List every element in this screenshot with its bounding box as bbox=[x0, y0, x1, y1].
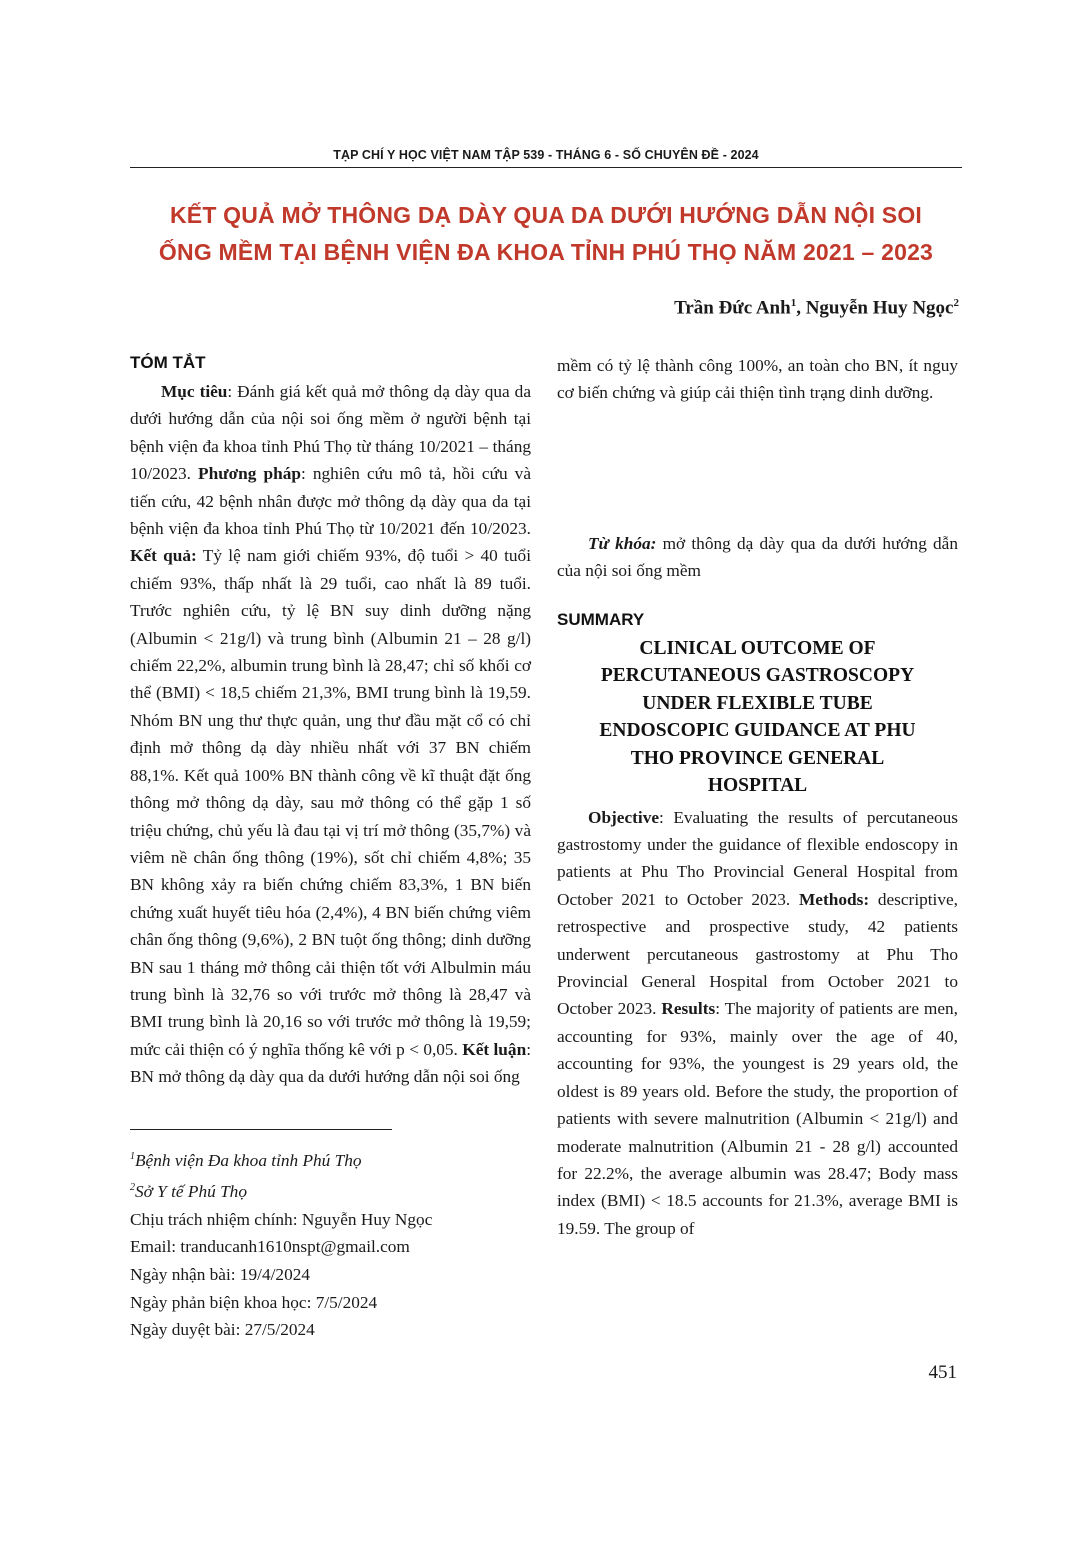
affiliation-1-mark: 1 bbox=[130, 1151, 135, 1162]
objective-en-text: : Evaluating the results of percutaneous gastrostomy under the guidance of flexible endoscopy in patients at Phu Tho Provincial General Hospital from October 2021 to October 2023. bbox=[557, 807, 958, 909]
affiliation-1-text: Bệnh viện Đa khoa tỉnh Phú Thọ bbox=[135, 1150, 362, 1170]
abstract-vi-continued bbox=[557, 352, 958, 407]
results-en-text: : The majority of patients are men, accounting for 93%, mainly over the age of 40, accounting for 93%, the youngest is 29 years old, the oldest is 89 years old. Before the study, the proportion of patients with severe malnutrition (Albumin < 21g/l) and moderate malnutrition (Albumin 21 - 28 g/l) accounted for 22.2%, the average albumin was 28.47; Body mass index (BMI) < 18.5 accounts for 21.3%, average BMI is 19.59. The group of bbox=[557, 999, 958, 1238]
article-title-line-2: ỐNG MỀM TẠI BỆNH VIỆN ĐA KHOA TỈNH PHÚ THỌ NĂM 2021 – 2023 bbox=[158, 239, 934, 265]
author-1-affiliation: 1 bbox=[790, 297, 797, 309]
summary-title-line: HOSPITAL bbox=[707, 775, 808, 797]
corresponding-author: Chịu trách nhiệm chính: Nguyễn Huy Ngọc bbox=[130, 1209, 433, 1229]
summary-title-line: UNDER FLEXIBLE TUBE bbox=[642, 692, 873, 714]
date-accepted: Ngày duyệt bài: 27/5/2024 bbox=[130, 1320, 315, 1340]
objective-label: Mục tiêu bbox=[161, 382, 228, 401]
date-reviewed: Ngày phản biện khoa học: 7/5/2024 bbox=[130, 1292, 378, 1312]
results-text: Tỷ lệ nam giới chiếm 93%, độ tuổi > 40 tuổi chiếm 93%, thấp nhất là 29 tuổi, cao nhất là 89 tuổi. Trước nghiên cứu, tỷ lệ BN suy dinh dưỡng nặng (Albumin < 21g/l) và trung bình (Albumin 21 – 28 g/l) chiếm 22,2%, albumin trung bình là 28,47; chỉ số khối cơ thể (BMI) < 18,5 chiếm 21,3%, BMI trung bình là 19,59. Nhóm BN ung thư thực quản, ung thư đầu mặt cổ có chỉ định mở thông dạ dày nhiều nhất với 37 BN chiếm 88,1%. Kết quả 100% BN thành công về kĩ thuật đặt ống thông mở thông dạ dày, sau mở thông có thể gặp 1 số triệu chứng, chủ yếu là đau tại vị trí mở thông (35,7%) và viêm nề chân ống thông (19%), sốt chỉ chiếm 4,8%; 35 BN không xảy ra biến chứng chiếm 83,3%, 1 BN biến chứng xuất huyết tiêu hóa (2,4%), 4 BN biến chứng viêm chân ống thông (9,6%), 2 BN tuột ống thông; dinh dưỡng BN sau 1 tháng mở thông cải thiện tốt với Albulmin máu trung bình là 32,76 so với trước mở thông là 28,47 và BMI trung bình là 20,16 so với trước mở thông là 19,59; mức cải thiện có ý nghĩa thống kê với p < 0,05. bbox=[130, 546, 531, 1059]
summary-title-line: PERCUTANEOUS GASTROSCOPY bbox=[600, 665, 915, 687]
summary-title-line: CLINICAL OUTCOME OF bbox=[639, 637, 876, 659]
author-list bbox=[674, 297, 959, 319]
running-header: TẠP CHÍ Y HỌC VIỆT NAM TẬP 539 - THÁNG 6 - SỐ CHUYÊN ĐỀ - 2024 bbox=[333, 148, 759, 162]
page-number: 451 bbox=[928, 1362, 957, 1383]
methods-text: : nghiên cứu mô tả, hồi cứu và tiến cứu, 42 bệnh nhân được mở thông dạ dày qua da tại bệnh viện đa khoa tỉnh Phú Thọ từ 10/2021 đến 10/2023. bbox=[130, 464, 531, 539]
methods-en-text: descriptive, retrospective and prospective study, 42 patients underwent percutaneous gastrostomy at Phu Tho Provincial General Hospital from October 2021 to October 2023. bbox=[557, 889, 958, 1019]
date-received: Ngày nhận bài: 19/4/2024 bbox=[130, 1264, 310, 1284]
summary-title bbox=[557, 635, 958, 800]
right-column bbox=[557, 352, 958, 1242]
conclusion-text: mềm có tỷ lệ thành công 100%, an toàn cho BN, ít nguy cơ biến chứng và giúp cải thiện tình trạng dinh dưỡng. bbox=[557, 356, 958, 403]
author-2-affiliation: 2 bbox=[953, 297, 959, 309]
abstract-en-heading: SUMMARY bbox=[557, 609, 645, 629]
affiliation-1 bbox=[130, 1143, 531, 1174]
summary-title-line: THO PROVINCE GENERAL bbox=[630, 747, 885, 769]
author-1: Trần Đức Anh bbox=[674, 297, 791, 319]
author-2: Nguyễn Huy Ngọc bbox=[805, 297, 954, 319]
results-label: Kết quả: bbox=[130, 546, 197, 566]
keywords-label: Từ khóa: bbox=[588, 533, 657, 553]
article-title-line-1: KẾT QUẢ MỞ THÔNG DẠ DÀY QUA DA DƯỚI HƯỚNG DẪN NỘI SOI bbox=[169, 202, 923, 228]
methods-label: Phương pháp bbox=[198, 464, 301, 484]
conclusion-text: : BN mở thông dạ dày qua da dưới hướng dẫn nội soi ống bbox=[130, 1039, 531, 1087]
abstract-en-paragraph bbox=[557, 804, 958, 1243]
methods-en-label: Methods: bbox=[799, 889, 870, 909]
objective-text: : Đánh giá kết quả mở thông dạ dày qua da dưới hướng dẫn của nội soi ống mềm ở người bệnh tại bệnh viện đa khoa tỉnh Phú Thọ từ tháng 10/2021 – tháng 10/2023. bbox=[130, 382, 531, 484]
keywords-text: mở thông dạ dày qua da dưới hướng dẫn của nội soi ống mềm bbox=[557, 533, 958, 581]
results-en-label: Results bbox=[661, 999, 716, 1019]
affiliation-2-mark: 2 bbox=[130, 1182, 135, 1194]
affiliation-2 bbox=[130, 1174, 531, 1205]
article-title bbox=[100, 197, 992, 271]
right-column-flow bbox=[557, 352, 958, 407]
abstract-vi-paragraph bbox=[130, 378, 531, 1091]
footnote-rule bbox=[130, 1129, 392, 1130]
contact-email: Email: tranducanh1610nspt@gmail.com bbox=[130, 1237, 410, 1257]
header-rule bbox=[130, 167, 962, 168]
author-separator: , bbox=[796, 297, 806, 319]
keywords-vi bbox=[557, 530, 958, 585]
objective-en-label: Objective bbox=[588, 807, 660, 827]
affiliation-2-text: Sở Y tế Phú Thọ bbox=[135, 1182, 247, 1202]
footnotes bbox=[130, 1143, 531, 1344]
conclusion-label: Kết luận bbox=[462, 1039, 527, 1059]
summary-title-line: ENDOSCOPIC GUIDANCE AT PHU bbox=[599, 720, 916, 742]
abstract-vi-heading: TÓM TẮT bbox=[130, 353, 206, 372]
left-column bbox=[130, 350, 531, 1091]
